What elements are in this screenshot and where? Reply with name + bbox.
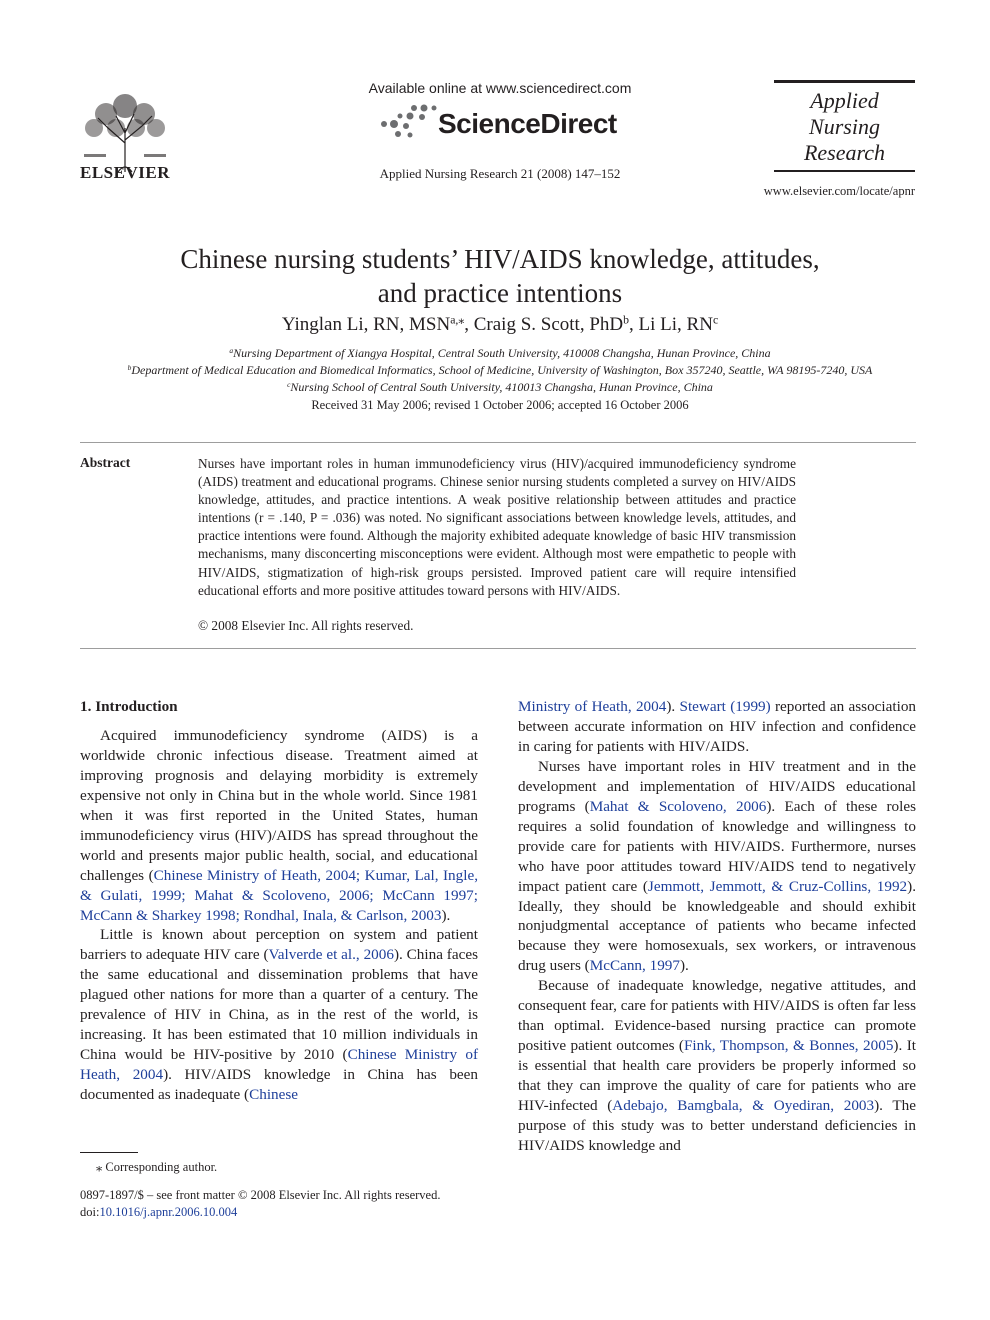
divider — [80, 648, 916, 649]
author-name: Yinglan Li, RN, MSN — [281, 314, 451, 335]
citation-link[interactable]: Chinese Ministry of Heath, 2004 — [80, 1046, 478, 1084]
available-online: Available online at www.sciencedirect.com — [368, 80, 632, 96]
affiliation — [60, 380, 940, 395]
affiliation-text: Department of Medical Education and Biomedical Informatics, School of Medicine, University of Washington, Box 357240, Seattle, WA 98195-7240, USA — [131, 363, 873, 377]
abstract-copyright: © 2008 Elsevier Inc. All rights reserved. — [198, 618, 414, 633]
sciencedirect-wordmark: ScienceDirect — [438, 108, 617, 139]
paragraph — [518, 976, 916, 1156]
journal-logo-line: Applied — [810, 88, 879, 113]
paragraph-text: Nurses have important roles in HIV treatment and in the development and implementation of HIV/AIDS educational programs ( — [518, 757, 916, 815]
paragraph-text: ). — [679, 957, 689, 975]
citation-link[interactable]: Jemmott, Jemmott, & Cruz-Collins, 1992 — [647, 877, 908, 895]
paragraph-text: ). Each of these roles requires a solid foundation of knowledge and willingness to provide care for patients with HIV/AIDS. Furthermore, nurses who have poor attitudes toward HIV/AIDS tend to negatively impact patient care ( — [518, 797, 917, 895]
front-matter-line: 0897-1897/$ – see front matter © 2008 Elsevier Inc. All rights reserved. — [80, 1188, 441, 1202]
paragraph-text: ). — [441, 906, 451, 924]
paragraph-text: Because of inadequate knowledge, negative attitudes, and consequent fear, care for patients with HIV/AIDS is often far less than optimal. Evidence-based nursing practice can promote positive patient outcomes ( — [518, 977, 916, 1055]
body-column-right — [518, 697, 916, 1156]
publisher-name: ELSEVIER — [80, 163, 170, 182]
doi-line — [80, 1205, 237, 1220]
corresponding-author-footnote: ⁎ Corresponding author. — [96, 1160, 218, 1174]
citation-link[interactable]: Adebajo, Bamgbala, & Oyediran, 2003 — [612, 1097, 875, 1115]
received-dates: Received 31 May 2006; revised 1 October 2006; accepted 16 October 2006 — [311, 398, 689, 412]
paragraph-text: ). — [666, 698, 680, 715]
paragraph — [518, 697, 916, 757]
paragraph — [518, 757, 916, 976]
affiliation — [60, 346, 940, 361]
paragraph-text: Little is known about perception on system and patient barriers to adequate HIV care ( — [80, 926, 478, 964]
journal-logo-line: Research — [803, 140, 886, 165]
doi-link[interactable]: 10.1016/j.apnr.2006.10.004 — [99, 1205, 238, 1219]
title-line-1: Chinese nursing students’ HIV/AIDS knowledge, attitudes, — [180, 244, 820, 274]
footnote-rule — [80, 1152, 138, 1153]
sciencedirect-dots-icon — [378, 104, 440, 140]
citation-link[interactable]: Mahat & Scoloveno, 2006 — [589, 797, 767, 815]
title-line-2: and practice intentions — [377, 278, 623, 308]
citation-link[interactable]: Chinese Ministry of Heath, 2004; Kumar, Lal, Ingle, & Gulati, 1999; Mahat & Scoloveno, 2006; McCann 1997; McCann & Sharkey 1998; Rondhal, Inala, & Carlson, 2003 — [80, 866, 478, 924]
affiliation-text: Nursing Department of Xiangya Hospital, Central South University, 410008 Changsha, Hunan Province, China — [233, 346, 771, 360]
journal-logo-bottom-rule — [774, 170, 915, 172]
abstract-text: Nurses have important roles in human immunodeficiency virus (HIV)/acquired immunodeficiency syndrome (AIDS) treatment and educational programs. Chinese senior nursing students completed a survey on HIV/AIDS knowledge, attitudes, and practice intentions. A weak positive relationship between attitudes and practice intentions (r = .140, P = .036) was noted. No significant associations between knowledge levels, attitudes, and practice intentions were found. Although the majority exhibited adequate knowledge of basic HIV transmission mechanisms, many disconcerting misconceptions were evident. Although most were empathetic to people with HIV/AIDS, stigmatization of high-risk groups persisted. Improved patient care will require intensified educational efforts and more positive attitudes toward persons with HIV/AIDS. — [198, 456, 796, 598]
affiliation — [60, 363, 940, 378]
journal-logo-line: Nursing — [809, 114, 880, 139]
journal-url[interactable]: www.elsevier.com/locate/apnr — [763, 184, 915, 198]
affiliation-text: Nursing School of Central South University, 410013 Changsha, Hunan Province, China — [290, 380, 713, 394]
author-marks[interactable]: a,⁎ — [450, 313, 465, 327]
citation-link[interactable]: McCann, 1997 — [589, 957, 680, 975]
sciencedirect-logo[interactable] — [378, 100, 623, 144]
citation-link[interactable]: Chinese — [249, 1086, 299, 1104]
body-column-left — [80, 697, 478, 1105]
author-marks[interactable]: b — [623, 313, 630, 327]
journal-logo-top-rule — [774, 80, 915, 83]
journal-reference: Applied Nursing Research 21 (2008) 147–152 — [379, 166, 621, 181]
paragraph-text: ). It is essential that health care providers be properly informed so that they can improve the quality of care for patients who are HIV-infected ( — [518, 1037, 916, 1115]
paragraph-text: ). The purpose of this study was to better understand deficiencies in HIV/AIDS knowledge and — [518, 1097, 916, 1154]
author-list: Yinglan Li, RN, $MSN^{a,⁎}$, Craig S. Scott, PhD$^b$, Li Li, $RN^c$ — [281, 313, 719, 335]
divider — [80, 442, 916, 443]
section-heading: 1. Introduction — [80, 698, 178, 715]
affiliation-mark: b — [127, 362, 132, 372]
author-name: Craig S. Scott, PhD — [473, 314, 624, 335]
paragraph-text: ). China faces the same educational and dissemination problems that have plagued other nations for more than a quarter of a century. The prevalence of HIV in China, as in the rest of the world, is increasing. It has been estimated that 10 million individuals in China would be HIV-positive by 2010 ( — [80, 946, 478, 1064]
citation-link[interactable]: Ministry of Heath, 2004 — [518, 698, 667, 715]
doi-prefix: doi: — [80, 1205, 100, 1219]
affiliation-mark: a — [229, 345, 234, 355]
affiliation-mark: c — [287, 379, 291, 389]
paragraph-text: Acquired immunodeficiency syndrome (AIDS) is a worldwide chronic infectious disease. Treatment aimed at improving prognosis and delaying morbidity is extremely expensive not only in China but in the whole world. Since 1981 when it was first reported in the United States, human immunodeficiency virus (HIV)/AIDS has spread throughout the world and presents major public health, social, and educational challenges ( — [80, 726, 478, 884]
author-name: Li Li, RN — [638, 314, 713, 335]
citation-link[interactable]: Fink, Thompson, & Bonnes, 2005 — [683, 1037, 894, 1055]
paragraph-text: ). HIV/AIDS knowledge in China has been documented as inadequate ( — [80, 1066, 479, 1104]
paragraph — [80, 726, 478, 926]
citation-link[interactable]: Stewart (1999) — [679, 698, 771, 715]
author-marks[interactable]: c — [712, 313, 719, 327]
abstract-label: Abstract — [80, 455, 131, 470]
citation-link[interactable]: Valverde et al., 2006 — [268, 946, 394, 964]
paragraph-text: reported an association between accurate information on HIV infection and confidence in caring for patients with HIV/AIDS. — [518, 698, 917, 755]
paragraph — [80, 925, 478, 1105]
article-title — [100, 242, 900, 310]
journal-logo — [774, 88, 915, 166]
paragraph-text: ). Ideally, they should be knowledgeable and should exhibit nonjudgmental acceptance of patients who became infected because they were homosexuals, sex workers, or intravenous drug users ( — [518, 877, 917, 975]
